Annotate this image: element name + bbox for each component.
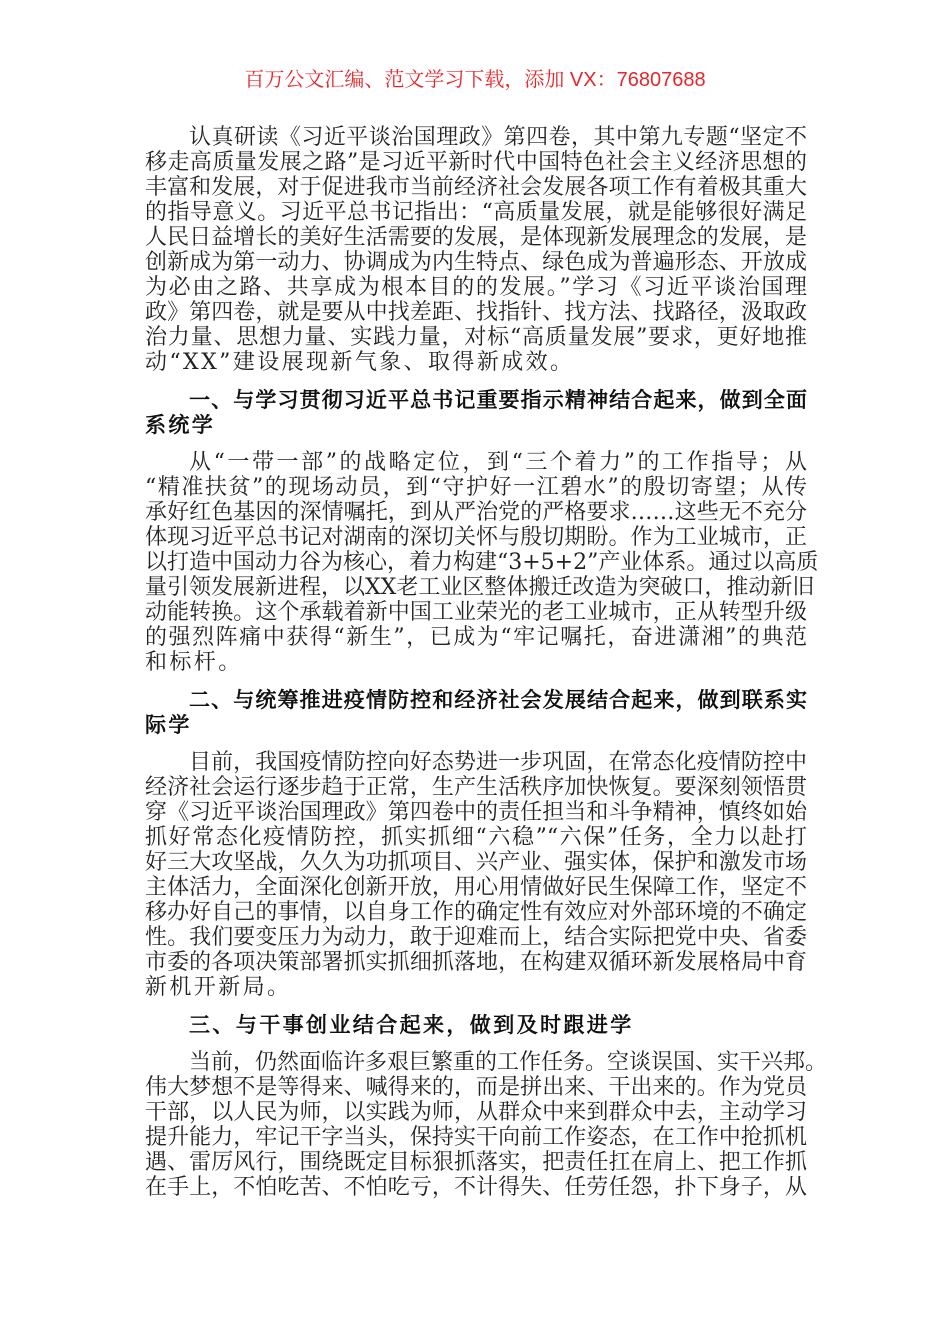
text-line: 量引领发展新进程，以XX老工业区整体搬迁改造为突破口，推动新旧 xyxy=(145,575,815,600)
text-line: 性。我们要变压力为动力，敢于迎难而上，结合实际把党中央、省委 xyxy=(145,925,807,950)
text-line: 主体活力，全面深化创新开放，用心用情做好民生保障工作，坚定不 xyxy=(145,875,807,900)
text-line: 市委的各项决策部署抓实抓细抓落地，在构建双循环新发展格局中育 xyxy=(145,950,807,975)
watermark-header: 百万公文汇编、范文学习下载，添加 VX：76807688 xyxy=(244,69,706,91)
text-line: 的指导意义。习近平总书记指出：“高质量发展，就是能够很好满足 xyxy=(145,200,807,225)
text-line: 一、与学习贯彻习近平总书记重要指示精神结合起来，做到全面 xyxy=(189,387,807,412)
text-line: 伟大梦想不是等得来、喊得来的，而是拼出来、干出来的。作为党员 xyxy=(145,1075,807,1100)
text-line: 新机开新局。 xyxy=(145,975,292,1000)
text-line: 二、与统筹推进疫情防控和经济社会发展结合起来，做到联系实 xyxy=(189,687,807,712)
text-line: 动能转换。这个承载着新中国工业荣光的老工业城市，正从转型升级 xyxy=(145,600,807,625)
text-line: 穿《习近平谈治国理政》第四卷中的责任担当和斗争精神，慎终如始 xyxy=(145,800,807,825)
text-line: 三、与干事创业结合起来，做到及时跟进学 xyxy=(189,1012,634,1037)
text-line: 为必由之路、共享成为根本目的的发展。”学习《习近平谈治国理 xyxy=(145,275,807,300)
text-line: 体现习近平总书记对湖南的深切关怀与殷切期盼。作为工业城市，正 xyxy=(145,525,807,550)
text-line: 认真研读《习近平谈治国理政》第四卷，其中第九专题“坚定不 xyxy=(189,125,807,150)
text-line: 创新成为第一动力、协调成为内生特点、绿色成为普遍形态、开放成 xyxy=(145,250,807,275)
text-line: 抓好常态化疫情防控，抓实抓细“六稳”“六保”任务，全力以赴打 xyxy=(145,825,807,850)
paragraph xyxy=(145,125,807,375)
text-line: 和标杆。 xyxy=(145,650,243,675)
paragraph xyxy=(145,450,819,675)
text-line: 丰富和发展，对于促进我市当前经济社会发展各项工作有着极其重大 xyxy=(145,175,807,200)
section-heading xyxy=(145,1013,807,1038)
text-line: 系统学 xyxy=(145,412,216,437)
section-heading xyxy=(145,688,807,738)
text-line: 好三大攻坚战，久久为功抓项目、兴产业、强实体，保护和激发市场 xyxy=(145,850,807,875)
text-line: 目前，我国疫情防控向好态势进一步巩固，在常态化疫情防控中 xyxy=(189,750,807,775)
text-line: 政》第四卷，就是要从中找差距、找指针、找方法、找路径，汲取政 xyxy=(145,300,807,325)
text-line: 提升能力，牢记干字当头，保持实干向前工作姿态，在工作中抢抓机 xyxy=(145,1125,807,1150)
text-line: 经济社会运行逐步趋于正常，生产生活秩序加快恢复。要深刻领悟贯 xyxy=(145,775,807,800)
text-line: 以打造中国动力谷为核心，着力构建“3+5+2”产业体系。通过以高质 xyxy=(145,550,819,575)
text-line: 当前，仍然面临许多艰巨繁重的工作任务。空谈误国、实干兴邦。 xyxy=(189,1050,828,1075)
text-line: 遇、雷厉风行，围绕既定目标狠抓落实，把责任扛在肩上、把工作抓 xyxy=(145,1150,807,1175)
text-line: “精准扶贫”的现场动员，到“守护好一江碧水”的殷切寄望；从传 xyxy=(145,475,807,500)
paragraph xyxy=(145,1050,828,1200)
text-line: 移走高质量发展之路”是习近平新时代中国特色社会主义经济思想的 xyxy=(145,150,807,175)
text-line: 移办好自己的事情，以自身工作的确定性有效应对外部环境的不确定 xyxy=(145,900,807,925)
text-line: 的强烈阵痛中获得“新生”，已成为“牢记嘱托，奋进潇湘”的典范 xyxy=(145,625,807,650)
document-body xyxy=(145,125,828,1213)
text-line: 人民日益增长的美好生活需要的发展，是体现新发展理念的发展，是 xyxy=(145,225,807,250)
section-heading xyxy=(145,388,807,438)
text-line: 从“一带一部”的战略定位，到“三个着力”的工作指导；从 xyxy=(189,450,807,475)
text-line: 干部，以人民为师，以实践为师，从群众中来到群众中去，主动学习 xyxy=(145,1100,807,1125)
paragraph xyxy=(145,750,807,1000)
text-line: 在手上，不怕吃苦、不怕吃亏，不计得失、任劳任怨，扑下身子，从 xyxy=(145,1175,807,1200)
text-line: 动“XX”建设展现新气象、取得新成效。 xyxy=(145,350,575,375)
text-line: 际学 xyxy=(145,712,192,737)
text-line: 承好红色基因的深情嘱托，到从严治党的严格要求……这些无不充分 xyxy=(145,500,807,525)
text-line: 治力量、思想力量、实践力量，对标“高质量发展”要求，更好地推 xyxy=(145,325,807,350)
